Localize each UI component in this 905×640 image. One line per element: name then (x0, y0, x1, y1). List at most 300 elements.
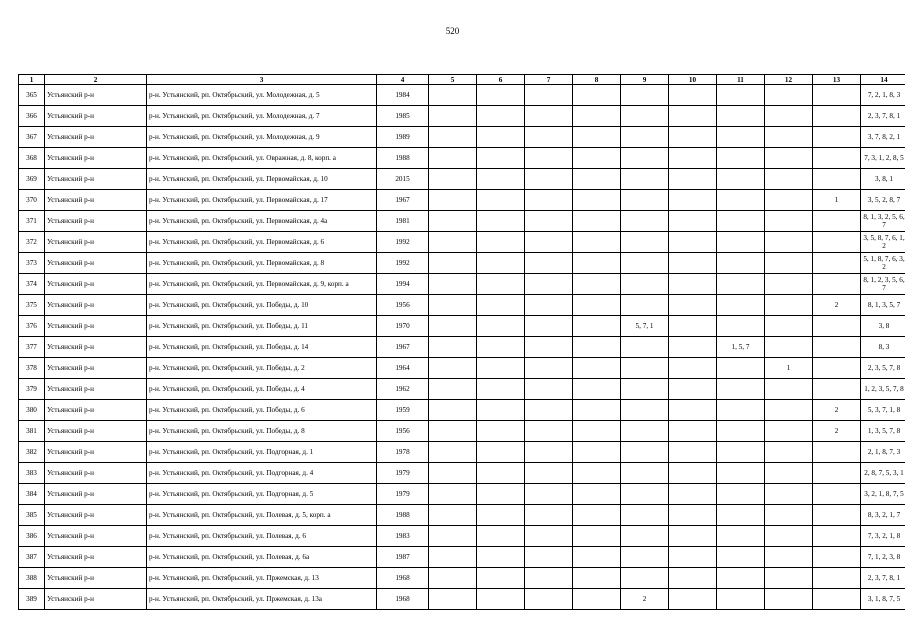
cell-7 (525, 169, 573, 190)
cell-5 (429, 253, 477, 274)
district-cell: Устьянский р-н (45, 400, 147, 421)
cell-12 (765, 232, 813, 253)
cell-6 (477, 169, 525, 190)
cell-10 (669, 274, 717, 295)
cell-8 (573, 127, 621, 148)
cell-6 (477, 400, 525, 421)
cell-10 (669, 526, 717, 547)
cell-13 (813, 337, 861, 358)
cell-12 (765, 169, 813, 190)
cell-8 (573, 169, 621, 190)
cell-11 (717, 274, 765, 295)
column-header: 3 (147, 75, 377, 85)
row-number: 381 (19, 421, 45, 442)
cell-8 (573, 106, 621, 127)
cell-9 (621, 400, 669, 421)
cell-6 (477, 211, 525, 232)
cell-7 (525, 85, 573, 106)
cell-12 (765, 463, 813, 484)
year-cell: 1968 (377, 589, 429, 610)
year-cell: 1967 (377, 337, 429, 358)
year-cell: 1992 (377, 253, 429, 274)
table-body (19, 85, 905, 610)
cell-13: 2 (813, 400, 861, 421)
address-cell: р-н. Устьянский, рп. Октябрьский, ул. Подгорная, д. 5 (147, 484, 377, 505)
cell-12 (765, 274, 813, 295)
cell-7 (525, 484, 573, 505)
district-cell: Устьянский р-н (45, 505, 147, 526)
cell-10 (669, 106, 717, 127)
column-header: 2 (45, 75, 147, 85)
cell-6 (477, 253, 525, 274)
address-cell: р-н. Устьянский, рп. Октябрьский, ул. Победы, д. 4 (147, 379, 377, 400)
cell-6 (477, 148, 525, 169)
district-cell: Устьянский р-н (45, 232, 147, 253)
year-cell: 1994 (377, 274, 429, 295)
cell-11 (717, 589, 765, 610)
cell-7 (525, 274, 573, 295)
cell-7 (525, 568, 573, 589)
cell-7 (525, 106, 573, 127)
cell-6 (477, 505, 525, 526)
cell-11 (717, 295, 765, 316)
cell-10 (669, 568, 717, 589)
district-cell: Устьянский р-н (45, 547, 147, 568)
cell-9 (621, 568, 669, 589)
cell-14: 2, 8, 7, 5, 3, 1 (861, 463, 905, 484)
cell-12 (765, 295, 813, 316)
table-row (19, 190, 905, 211)
cell-12 (765, 379, 813, 400)
cell-8 (573, 526, 621, 547)
cell-8 (573, 295, 621, 316)
district-cell: Устьянский р-н (45, 316, 147, 337)
cell-5 (429, 295, 477, 316)
cell-6 (477, 379, 525, 400)
cell-10 (669, 421, 717, 442)
cell-5 (429, 568, 477, 589)
cell-5 (429, 442, 477, 463)
cell-8 (573, 253, 621, 274)
cell-9 (621, 505, 669, 526)
address-cell: р-н. Устьянский, рп. Октябрьский, ул. Первомайская, д. 9, корп. а (147, 274, 377, 295)
cell-6 (477, 421, 525, 442)
cell-14: 3, 8 (861, 316, 905, 337)
row-number: 369 (19, 169, 45, 190)
address-cell: р-н. Устьянский, рп. Октябрьский, ул. Полевая, д. 6 (147, 526, 377, 547)
cell-10 (669, 232, 717, 253)
district-cell: Устьянский р-н (45, 106, 147, 127)
row-number: 384 (19, 484, 45, 505)
cell-6 (477, 568, 525, 589)
cell-11 (717, 400, 765, 421)
cell-13 (813, 463, 861, 484)
cell-10 (669, 295, 717, 316)
district-cell: Устьянский р-н (45, 211, 147, 232)
address-cell: р-н. Устьянский, рп. Октябрьский, ул. Пржемская, д. 13 (147, 568, 377, 589)
cell-12: 1 (765, 358, 813, 379)
cell-8 (573, 547, 621, 568)
row-number: 370 (19, 190, 45, 211)
cell-8 (573, 400, 621, 421)
cell-14: 2, 3, 7, 8, 1 (861, 568, 905, 589)
cell-6 (477, 442, 525, 463)
district-cell: Устьянский р-н (45, 442, 147, 463)
row-number: 371 (19, 211, 45, 232)
cell-13 (813, 169, 861, 190)
address-cell: р-н. Устьянский, рп. Октябрьский, ул. Молодежная, д. 5 (147, 85, 377, 106)
table-row (19, 253, 905, 274)
cell-13 (813, 274, 861, 295)
cell-6 (477, 526, 525, 547)
year-cell: 1988 (377, 148, 429, 169)
cell-6 (477, 358, 525, 379)
table-row (19, 295, 905, 316)
cell-9 (621, 190, 669, 211)
cell-11 (717, 421, 765, 442)
district-cell: Устьянский р-н (45, 337, 147, 358)
cell-12 (765, 442, 813, 463)
cell-9 (621, 379, 669, 400)
table-row (19, 148, 905, 169)
district-cell: Устьянский р-н (45, 589, 147, 610)
cell-13 (813, 568, 861, 589)
cell-7 (525, 589, 573, 610)
cell-7 (525, 148, 573, 169)
table-row (19, 337, 905, 358)
cell-11 (717, 505, 765, 526)
table-row (19, 589, 905, 610)
table-row (19, 505, 905, 526)
year-cell: 1978 (377, 442, 429, 463)
cell-13 (813, 484, 861, 505)
cell-11 (717, 379, 765, 400)
cell-14: 3, 5, 8, 7, 6, 1, 2 (861, 232, 905, 253)
cell-13 (813, 589, 861, 610)
cell-5 (429, 358, 477, 379)
cell-12 (765, 127, 813, 148)
cell-7 (525, 400, 573, 421)
cell-7 (525, 547, 573, 568)
cell-5 (429, 85, 477, 106)
cell-7 (525, 526, 573, 547)
cell-10 (669, 169, 717, 190)
cell-13 (813, 316, 861, 337)
cell-9 (621, 85, 669, 106)
cell-10 (669, 211, 717, 232)
column-header: 12 (765, 75, 813, 85)
table-row (19, 169, 905, 190)
cell-8 (573, 148, 621, 169)
table-row (19, 568, 905, 589)
row-number: 377 (19, 337, 45, 358)
cell-14: 3, 1, 8, 7, 5 (861, 589, 905, 610)
table-row (19, 547, 905, 568)
cell-10 (669, 484, 717, 505)
cell-13 (813, 253, 861, 274)
cell-7 (525, 442, 573, 463)
cell-8 (573, 190, 621, 211)
cell-14: 8, 3 (861, 337, 905, 358)
cell-6 (477, 337, 525, 358)
cell-7 (525, 505, 573, 526)
year-cell: 1981 (377, 211, 429, 232)
cell-14: 5, 1, 8, 7, 6, 3, 2 (861, 253, 905, 274)
table-row (19, 484, 905, 505)
cell-12 (765, 316, 813, 337)
header-row (19, 75, 905, 85)
address-cell: р-н. Устьянский, рп. Октябрьский, ул. Полевая, д. 6а (147, 547, 377, 568)
cell-5 (429, 421, 477, 442)
cell-9 (621, 421, 669, 442)
cell-12 (765, 211, 813, 232)
cell-6 (477, 190, 525, 211)
cell-10 (669, 85, 717, 106)
cell-13 (813, 232, 861, 253)
district-cell: Устьянский р-н (45, 85, 147, 106)
address-cell: р-н. Устьянский, рп. Октябрьский, ул. Первомайская, д. 17 (147, 190, 377, 211)
cell-13 (813, 85, 861, 106)
cell-11 (717, 568, 765, 589)
cell-10 (669, 442, 717, 463)
column-header: 5 (429, 75, 477, 85)
cell-9 (621, 337, 669, 358)
district-cell: Устьянский р-н (45, 421, 147, 442)
cell-6 (477, 295, 525, 316)
address-cell: р-н. Устьянский, рп. Октябрьский, ул. Подгорная, д. 1 (147, 442, 377, 463)
cell-7 (525, 316, 573, 337)
column-header: 4 (377, 75, 429, 85)
row-number: 367 (19, 127, 45, 148)
year-cell: 1987 (377, 547, 429, 568)
cell-13 (813, 547, 861, 568)
cell-7 (525, 421, 573, 442)
address-cell: р-н. Устьянский, рп. Октябрьский, ул. Первомайская, д. 10 (147, 169, 377, 190)
address-cell: р-н. Устьянский, рп. Октябрьский, ул. Победы, д. 8 (147, 421, 377, 442)
cell-7 (525, 190, 573, 211)
year-cell: 1962 (377, 379, 429, 400)
cell-5 (429, 547, 477, 568)
cell-6 (477, 274, 525, 295)
cell-14: 3, 7, 8, 2, 1 (861, 127, 905, 148)
cell-9 (621, 274, 669, 295)
cell-12 (765, 547, 813, 568)
year-cell: 1956 (377, 421, 429, 442)
cell-7 (525, 337, 573, 358)
cell-8 (573, 421, 621, 442)
cell-10 (669, 547, 717, 568)
cell-8 (573, 589, 621, 610)
cell-8 (573, 379, 621, 400)
cell-9 (621, 253, 669, 274)
cell-12 (765, 505, 813, 526)
cell-9 (621, 127, 669, 148)
column-header: 13 (813, 75, 861, 85)
cell-14: 3, 8, 1 (861, 169, 905, 190)
address-cell: р-н. Устьянский, рп. Октябрьский, ул. Подгорная, д. 4 (147, 463, 377, 484)
cell-9 (621, 463, 669, 484)
cell-13 (813, 211, 861, 232)
cell-9: 2 (621, 589, 669, 610)
cell-12 (765, 337, 813, 358)
cell-9 (621, 169, 669, 190)
cell-8 (573, 85, 621, 106)
cell-14: 3, 2, 1, 8, 7, 5 (861, 484, 905, 505)
row-number: 385 (19, 505, 45, 526)
cell-14: 7, 3, 2, 1, 8 (861, 526, 905, 547)
row-number: 373 (19, 253, 45, 274)
cell-7 (525, 232, 573, 253)
address-cell: р-н. Устьянский, рп. Октябрьский, ул. Первомайская, д. 4а (147, 211, 377, 232)
cell-11 (717, 232, 765, 253)
cell-14: 7, 1, 2, 3, 8 (861, 547, 905, 568)
year-cell: 1964 (377, 358, 429, 379)
cell-9 (621, 484, 669, 505)
row-number: 388 (19, 568, 45, 589)
cell-8 (573, 505, 621, 526)
address-cell: р-н. Устьянский, рп. Октябрьский, ул. Овражная, д. 8, корп. а (147, 148, 377, 169)
row-number: 374 (19, 274, 45, 295)
district-cell: Устьянский р-н (45, 169, 147, 190)
row-number: 382 (19, 442, 45, 463)
address-cell: р-н. Устьянский, рп. Октябрьский, ул. Победы, д. 14 (147, 337, 377, 358)
cell-10 (669, 253, 717, 274)
cell-11 (717, 442, 765, 463)
cell-9 (621, 148, 669, 169)
column-header: 7 (525, 75, 573, 85)
column-header: 6 (477, 75, 525, 85)
cell-8 (573, 442, 621, 463)
cell-5 (429, 169, 477, 190)
cell-13: 2 (813, 421, 861, 442)
address-cell: р-н. Устьянский, рп. Октябрьский, ул. Первомайская, д. 6 (147, 232, 377, 253)
cell-9 (621, 232, 669, 253)
cell-7 (525, 127, 573, 148)
cell-5 (429, 526, 477, 547)
cell-5 (429, 148, 477, 169)
cell-11 (717, 253, 765, 274)
address-cell: р-н. Устьянский, рп. Октябрьский, ул. Победы, д. 2 (147, 358, 377, 379)
cell-13: 1 (813, 190, 861, 211)
table-row (19, 400, 905, 421)
year-cell: 1989 (377, 127, 429, 148)
cell-13 (813, 505, 861, 526)
year-cell: 1979 (377, 484, 429, 505)
table-row (19, 526, 905, 547)
cell-13 (813, 106, 861, 127)
table-row (19, 421, 905, 442)
table-row (19, 442, 905, 463)
row-number: 389 (19, 589, 45, 610)
district-cell: Устьянский р-н (45, 295, 147, 316)
cell-7 (525, 379, 573, 400)
row-number: 379 (19, 379, 45, 400)
column-header: 9 (621, 75, 669, 85)
cell-13 (813, 442, 861, 463)
cell-9 (621, 211, 669, 232)
row-number: 376 (19, 316, 45, 337)
cell-12 (765, 253, 813, 274)
district-cell: Устьянский р-н (45, 463, 147, 484)
cell-12 (765, 568, 813, 589)
district-cell: Устьянский р-н (45, 274, 147, 295)
column-header: 8 (573, 75, 621, 85)
cell-13 (813, 148, 861, 169)
cell-7 (525, 358, 573, 379)
column-header: 14 (861, 75, 905, 85)
cell-6 (477, 127, 525, 148)
address-cell: р-н. Устьянский, рп. Октябрьский, ул. Победы, д. 11 (147, 316, 377, 337)
cell-10 (669, 589, 717, 610)
row-number: 375 (19, 295, 45, 316)
cell-13 (813, 127, 861, 148)
cell-10 (669, 505, 717, 526)
cell-9 (621, 295, 669, 316)
address-cell: р-н. Устьянский, рп. Октябрьский, ул. Молодежная, д. 9 (147, 127, 377, 148)
cell-12 (765, 85, 813, 106)
cell-5 (429, 400, 477, 421)
cell-6 (477, 463, 525, 484)
district-cell: Устьянский р-н (45, 253, 147, 274)
cell-9 (621, 526, 669, 547)
cell-7 (525, 211, 573, 232)
cell-14: 2, 3, 7, 8, 1 (861, 106, 905, 127)
year-cell: 1988 (377, 505, 429, 526)
cell-13 (813, 379, 861, 400)
address-cell: р-н. Устьянский, рп. Октябрьский, ул. Пржемская, д. 13а (147, 589, 377, 610)
year-cell: 1985 (377, 106, 429, 127)
cell-12 (765, 106, 813, 127)
cell-14: 1, 3, 5, 7, 8 (861, 421, 905, 442)
district-cell: Устьянский р-н (45, 190, 147, 211)
cell-10 (669, 316, 717, 337)
cell-11 (717, 211, 765, 232)
district-cell: Устьянский р-н (45, 127, 147, 148)
cell-6 (477, 484, 525, 505)
row-number: 372 (19, 232, 45, 253)
district-cell: Устьянский р-н (45, 379, 147, 400)
cell-11 (717, 148, 765, 169)
table-row (19, 85, 905, 106)
column-header: 10 (669, 75, 717, 85)
cell-11 (717, 463, 765, 484)
table-row (19, 232, 905, 253)
year-cell: 1959 (377, 400, 429, 421)
cell-14: 5, 3, 7, 1, 8 (861, 400, 905, 421)
cell-9 (621, 358, 669, 379)
cell-8 (573, 463, 621, 484)
cell-8 (573, 568, 621, 589)
cell-10 (669, 337, 717, 358)
row-number: 383 (19, 463, 45, 484)
cell-11 (717, 484, 765, 505)
cell-8 (573, 232, 621, 253)
year-cell: 1968 (377, 568, 429, 589)
cell-6 (477, 589, 525, 610)
cell-8 (573, 274, 621, 295)
cell-5 (429, 190, 477, 211)
row-number: 368 (19, 148, 45, 169)
cell-6 (477, 85, 525, 106)
cell-14: 3, 5, 2, 8, 7 (861, 190, 905, 211)
cell-9 (621, 442, 669, 463)
cell-11 (717, 127, 765, 148)
cell-11 (717, 547, 765, 568)
cell-9 (621, 547, 669, 568)
cell-14: 7, 2, 1, 8, 3 (861, 85, 905, 106)
table-row (19, 127, 905, 148)
cell-11 (717, 316, 765, 337)
